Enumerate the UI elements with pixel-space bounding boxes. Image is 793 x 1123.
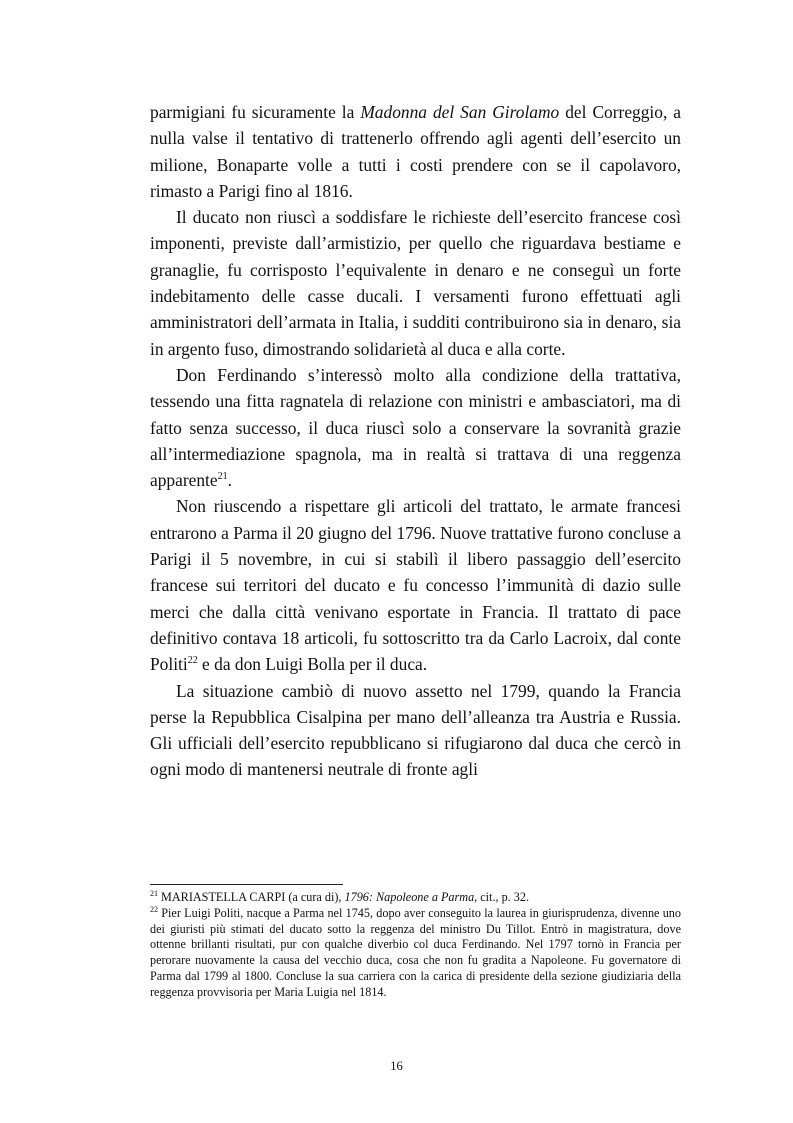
paragraph-3 [150, 362, 681, 493]
footnotes [150, 890, 681, 1001]
artwork-title: Madonna del San Girolamo [360, 102, 560, 122]
book-title: 1796: Napoleone a Parma [344, 890, 475, 904]
footnote-number: 21 [150, 889, 158, 898]
page-number: 16 [390, 1059, 403, 1073]
paragraph-3-text: Don Ferdinando s’interessò molto alla condizione della trattativa, tessendo una fitta ragnatela di relazione con ministri e ambasciatori, ma di fatto senza successo, il duca riuscì solo a conservare la sovranità grazie all’intermediazione spagnola, ma in realtà si trattava di una reggenza apparente [150, 364, 681, 491]
footnote-21 [150, 890, 681, 906]
paragraph-4 [150, 493, 681, 677]
body-text [150, 99, 681, 783]
paragraph-1 [150, 99, 681, 204]
paragraph-4-text: Non riuscendo a rispettare gli articoli del trattato, le armate francesi entrarono a Parma il 20 giugno del 1796. Nuove trattative furono concluse a Parigi il 5 novembre, in cui si stabilì il libero passaggio dell’esercito francese sui territori del ducato e fu concesso l’immunità di dazio sulle merci che dalla città venivano esportate in Francia. Il trattato di pace definitivo contava 18 articoli, fu sottoscritto tra da Carlo Lacroix, dal conte Politi [150, 496, 681, 675]
footnote-22 [150, 906, 681, 1001]
paragraph-3-text-end: . [227, 470, 232, 491]
footnote-number: 22 [150, 904, 158, 914]
paragraph-1-text-end: del Correggio, a nulla valse il tentativo di trattenerlo offrendo agli agenti dell’esercito un milione, Bonaparte volle a tutti i costi prendere con se il capolavoro, rimasto a Parigi fino al 1816. [150, 102, 681, 201]
paragraph-5: La situazione cambiò di nuovo assetto nel 1799, quando la Francia perse la Repubblica Cisalpina per mano dell’alleanza tra Austria e Russia. Gli ufficiali dell’esercito repubblicano si rifugiarono dal duca che cercò in ogni modo di mantenersi neutrale di fronte agli [150, 680, 681, 780]
paragraph-1-text: parmigiani fu sicuramente la [150, 102, 361, 122]
footnote-separator [150, 884, 343, 885]
footnote-text: MARIASTELLA CARPI (a cura di), [158, 890, 345, 904]
paragraph-2: Il ducato non riuscì a soddisfare le richieste dell’esercito francese così imponenti, previste dall’armistizio, per quello che riguardava bestiame e granaglie, fu corrisposto l’equivalente in denaro e ne conseguì un forte indebitamento delle casse ducali. I versamenti furono effettuati agli amministratori dell’armata in Italia, i sudditi contribuirono sia in denaro, sia in argento fuso, dimostrando solidarietà al duca e alla corte. [150, 207, 681, 359]
footnote-ref-22: 22 [187, 655, 198, 667]
footnote-text-end: , cit., p. 32. [474, 890, 530, 904]
footnote-text: Pier Luigi Politi, nacque a Parma nel 1745, dopo aver conseguito la laurea in giurisprudenza, divenne uno dei giuristi più stimati del ducato sotto la reggenza del ministro Du Tillot. Entrò in magistratura, dove ottenne brillanti risultati, pur con qualche diverbio col duca Ferdinando. Nel 1797 tornò in Francia per perorare nuovamente la causa del vecchio duca, cosa che non fu gradita a Napoleone. Fu governatore di Parma dal 1799 al 1800. Concluse la sua carriera con la carica di presidente della sezione giudiziaria della reggenza provvisoria per Maria Luigia nel 1814. [150, 905, 681, 999]
footnote-ref-21: 21 [217, 471, 228, 483]
paragraph-4-text-end: e da don Luigi Bolla per il duca. [197, 654, 428, 675]
